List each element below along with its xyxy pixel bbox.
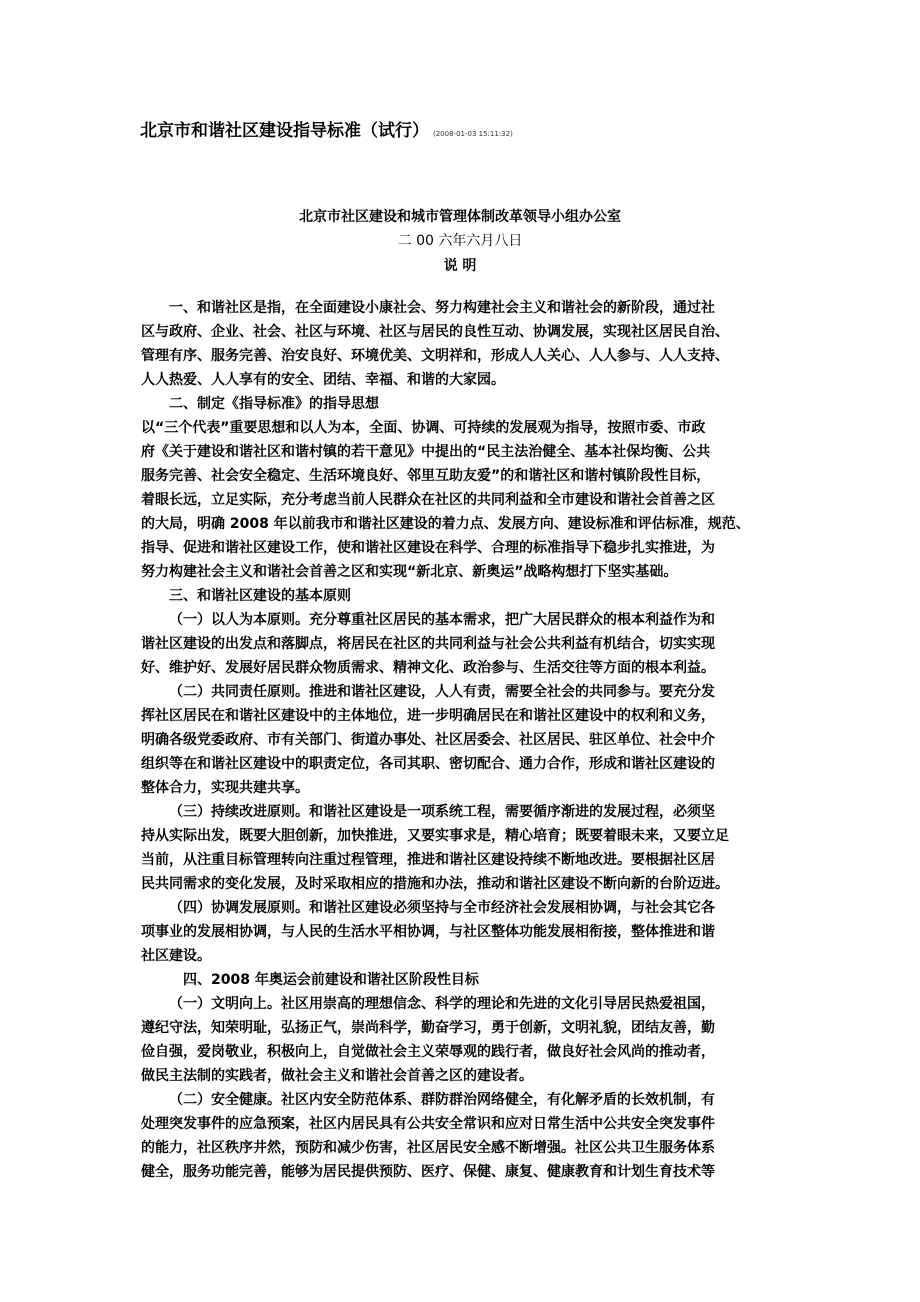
paragraph-line: 做民主法制的实践者，做社会主义和谐社会首善之区的建设者。 — [141, 1068, 533, 1084]
paragraph-line: 好、维护好、发展好居民群众物质需求、精神文化、政治参与、生活交往等方面的根本利益。 — [141, 660, 715, 676]
paragraph-line: 的能力，社区秩序井然，预防和减少伤害，社区居民安全感不断增强。社区公共卫生服务体系 — [141, 1140, 715, 1156]
paragraph-line: 努力构建社会主义和谐社会首善之区和实现“新北京、新奥运”战略构想打下坚实基础。 — [141, 564, 678, 580]
paragraph-line: 三、和谐社区建设的基本原则 — [169, 588, 351, 604]
paragraph-line: 指导、促进和谐社区建设工作，使和谐社区建设在科学、合理的标准指导下稳步扎实推进，为 — [141, 540, 715, 556]
paragraph-line: （一）文明向上。社区用崇高的理想信念、科学的理论和先进的文化引导居民热爱祖国， — [169, 996, 715, 1012]
paragraph-line: 区与政府、企业、社会、社区与环境、社区与居民的良性互动、协调发展，实现社区居民自治、 — [141, 324, 729, 340]
title-text: 北京市和谐社区建设指导标准（试行） — [140, 121, 429, 141]
paragraph-line: （二）安全健康。社区内安全防范体系、群防群治网络健全，有化解矛盾的长效机制，有 — [169, 1092, 715, 1108]
paragraph-line: 的大局，明确 2008 年以前我市和谐社区建设的着力点、发展方向、建设标准和评估标准，规范、 — [141, 516, 750, 532]
paragraph-line: 组织等在和谐社区建设中的职责定位，各司其职、密切配合、通力合作，形成和谐社区建设的 — [141, 756, 715, 772]
paragraph-line: 谐社区建设的出发点和落脚点，将居民在社区的共同利益与社会公共利益有机结合，切实实现 — [141, 636, 715, 652]
paragraph-line: 人人热爱、人人享有的安全、团结、幸福、和谐的大家园。 — [141, 372, 505, 388]
paragraph-line: 持从实际出发，既要大胆创新，加快推进，又要实事求是，精心培育；既要着眼未来，又要立足 — [141, 828, 729, 844]
paragraph-line: 以“三个代表”重要思想和以人为本，全面、协调、可持续的发展观为指导，按照市委、市政 — [141, 420, 706, 436]
section-heading: 说 明 — [443, 258, 477, 274]
paragraph-line: 管理有序、服务完善、治安良好、环境优美、文明祥和，形成人人关心、人人参与、人人支持、 — [141, 348, 729, 364]
paragraph-line: （一）以人为本原则。充分尊重社区居民的基本需求，把广大居民群众的根本利益作为和 — [169, 612, 715, 628]
paragraph-line: 服务完善、社会安全稳定、生活环境良好、邻里互助友爱”的和谐社区和谐村镇阶段性目标， — [141, 468, 711, 484]
paragraph-line: 四、2008 年奥运会前建设和谐社区阶段性目标 — [183, 972, 479, 988]
paragraph-line: 项事业的发展相协调，与人民的生活水平相协调，与社区整体功能发展相衔接，整体推进和谐 — [141, 924, 715, 940]
paragraph-line: 整体合力，实现共建共享。 — [141, 780, 309, 796]
document-body — [141, 296, 781, 1184]
paragraph-line: （二）共同责任原则。推进和谐社区建设，人人有责，需要全社会的共同参与。要充分发 — [169, 684, 715, 700]
issue-date: 二 00 六年六月八日 — [397, 233, 523, 249]
issuing-organization: 北京市社区建设和城市管理体制改革领导小组办公室 — [299, 209, 621, 225]
paragraph-line: 当前，从注重目标管理转向注重过程管理，推进和谐社区建设持续不断地改进。要根据社区居 — [141, 852, 715, 868]
paragraph-line: 社区建设。 — [141, 948, 211, 964]
paragraph-line: 挥社区居民在和谐社区建设中的主体地位，进一步明确居民在和谐社区建设中的权利和义务， — [141, 708, 715, 724]
paragraph-line: 处理突发事件的应急预案，社区内居民具有公共安全常识和应对日常生活中公共安全突发事件 — [141, 1116, 715, 1132]
paragraph-line: （三）持续改进原则。和谐社区建设是一项系统工程，需要循序渐进的发展过程，必须坚 — [169, 804, 715, 820]
paragraph-line: 健全，服务功能完善，能够为居民提供预防、医疗、保健、康复、健康教育和计划生育技术等 — [141, 1164, 715, 1180]
paragraph-line: 俭自强，爱岗敬业，积极向上，自觉做社会主义荣辱观的践行者，做良好社会风尚的推动者， — [141, 1044, 715, 1060]
paragraph-line: 民共同需求的变化发展，及时采取相应的措施和办法，推动和谐社区建设不断向新的台阶迈进。 — [141, 876, 729, 892]
paragraph-line: （四）协调发展原则。和谐社区建设必须坚持与全市经济社会发展相协调，与社会其它各 — [169, 900, 715, 916]
paragraph-line: 着眼长远，立足实际，充分考虑当前人民群众在社区的共同利益和全市建设和谐社会首善之区 — [141, 492, 715, 508]
paragraph-line: 二、制定《指导标准》的指导思想 — [169, 396, 379, 412]
paragraph-line: 一、和谐社区是指，在全面建设小康社会、努力构建社会主义和谐社会的新阶段，通过社 — [169, 300, 715, 316]
document-title — [140, 116, 513, 141]
paragraph-line: 明确各级党委政府、市有关部门、街道办事处、社区居委会、社区居民、驻区单位、社会中介 — [141, 732, 715, 748]
paragraph-line: 府《关于建设和谐社区和谐村镇的若干意见》中提出的“民主法治健全、基本社保均衡、公共 — [141, 444, 711, 460]
timestamp: (2008-01-03 15:11:32) — [433, 130, 513, 138]
paragraph-line: 遵纪守法，知荣明耻，弘扬正气，崇尚科学，勤奋学习，勇于创新，文明礼貌，团结友善，勤 — [141, 1020, 715, 1036]
